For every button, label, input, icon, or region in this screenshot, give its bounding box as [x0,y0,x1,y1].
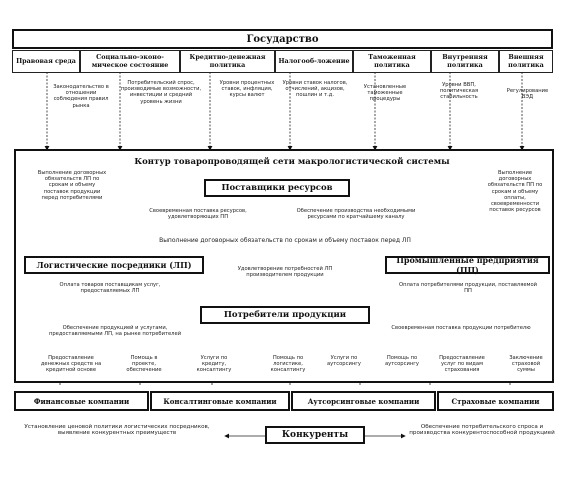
mid-note-supply: Своевременная поставка ресурсов, удовлетворяющих ПП [149,208,247,221]
mid-note-production: Обеспечение производства необходимыми ресурсами по кратчайшему каналу [296,208,416,221]
lower-right-note-supply: Своевременная поставка продукции потребителю [391,325,531,331]
note-foreign: Регулирование ВЭД [506,88,549,101]
competitors-left-note: Установление ценовой политики логистических посредников, выявление конкурентных преимуществ [24,424,210,437]
insurance-companies-box: Страховые компании [437,391,554,411]
insurance-note-2: Заключение страховой суммы [509,355,543,374]
policy-socioeconomic: Социально-эконо-мическое состояние [80,50,180,73]
policy-domestic: Внутренняя политика [431,50,499,73]
policy-customs: Таможенная политика [353,50,431,73]
finance-note: Предоставление денежных средств на кредитной основе [40,355,102,374]
mid-note-obligations: Выполнение договорных обязательств по срокам и объему поставок перед ЛП [159,237,411,244]
left-obligations-note: Выполнение договорных обязательств ЛП по срокам и объему поставок продукции перед потребителями [37,170,107,201]
finance-companies-box: Финансовые компании [14,391,149,411]
policy-legal: Правовая среда [12,50,80,73]
center-note: Удовлетворение потребностей ЛП производителем продукции [237,266,333,279]
government-title: Государство [246,33,319,45]
outsourcing-companies-box: Аутсорсинговые компании [291,391,436,411]
outsource-note-1: Помощь по логистике, консалтингу [270,355,306,374]
intermediaries-box: Логистические посредники (ЛП) [24,256,204,274]
insurance-note-1: Предоставление услуг по видам страхования [439,355,485,374]
policy-taxation: Налогооб-ложение [275,50,353,73]
note-legal: Законодательство в отношении соблюдения правил рынка [53,84,109,109]
note-customs: Установленные таможенные процедуры [363,84,407,103]
consult-note-1: Помощь в проекте, обеспечение [126,355,162,374]
competitors-box: Конкуренты [265,426,365,444]
lower-left-note-payment: Оплата товаров поставщикам услуг, предоставляемых ЛП [59,282,161,295]
note-domestic: Уровни ВВП, политическая стабильность [439,82,479,101]
outsource-note-2: Услуги по аутсорсингу [327,355,361,368]
note-socioeconomic: Потребительский спрос, производимые возможности, инвестиции и средний уровень жизни [120,80,202,105]
lower-right-note-payment: Оплата потребителями продукции, поставляемой ПП [398,282,538,295]
policy-monetary: Кредитно-денежная политика [180,50,275,73]
note-monetary: Уровни процентных ставок, инфляция, курсы валют [219,80,275,99]
note-taxation: Уровни ставок налогов, отчислений, акцизов, пошлин и т.д. [282,80,348,99]
suppliers-box: Поставщики ресурсов [204,179,350,197]
outsource-note-3: Помощь по аутсорсингу [385,355,419,368]
right-obligations-note: Выполнение договорных обязательств ПП по срокам и объему оплаты, своевременности поставок ресурсов [487,170,543,214]
consulting-companies-box: Консалтинговые компании [150,391,290,411]
lower-left-note-supply: Обеспечение продукцией и услугами, предоставляемыми ЛП, на рынке потребителей [48,325,182,338]
government-box [12,29,553,49]
competitors-right-note: Обеспечение потребительского спроса и производства конкурентоспособной продукцией [409,424,555,437]
consult-note-2: Услуги по кредиту, консалтингу [196,355,232,374]
policy-foreign: Внешняя политика [499,50,553,73]
consumers-box: Потребители продукции [200,306,370,324]
enterprises-box: Промышленные предприятия (ПП) [385,256,550,274]
contour-title: Контур товаропроводящей сети макрологистической системы [93,155,491,169]
